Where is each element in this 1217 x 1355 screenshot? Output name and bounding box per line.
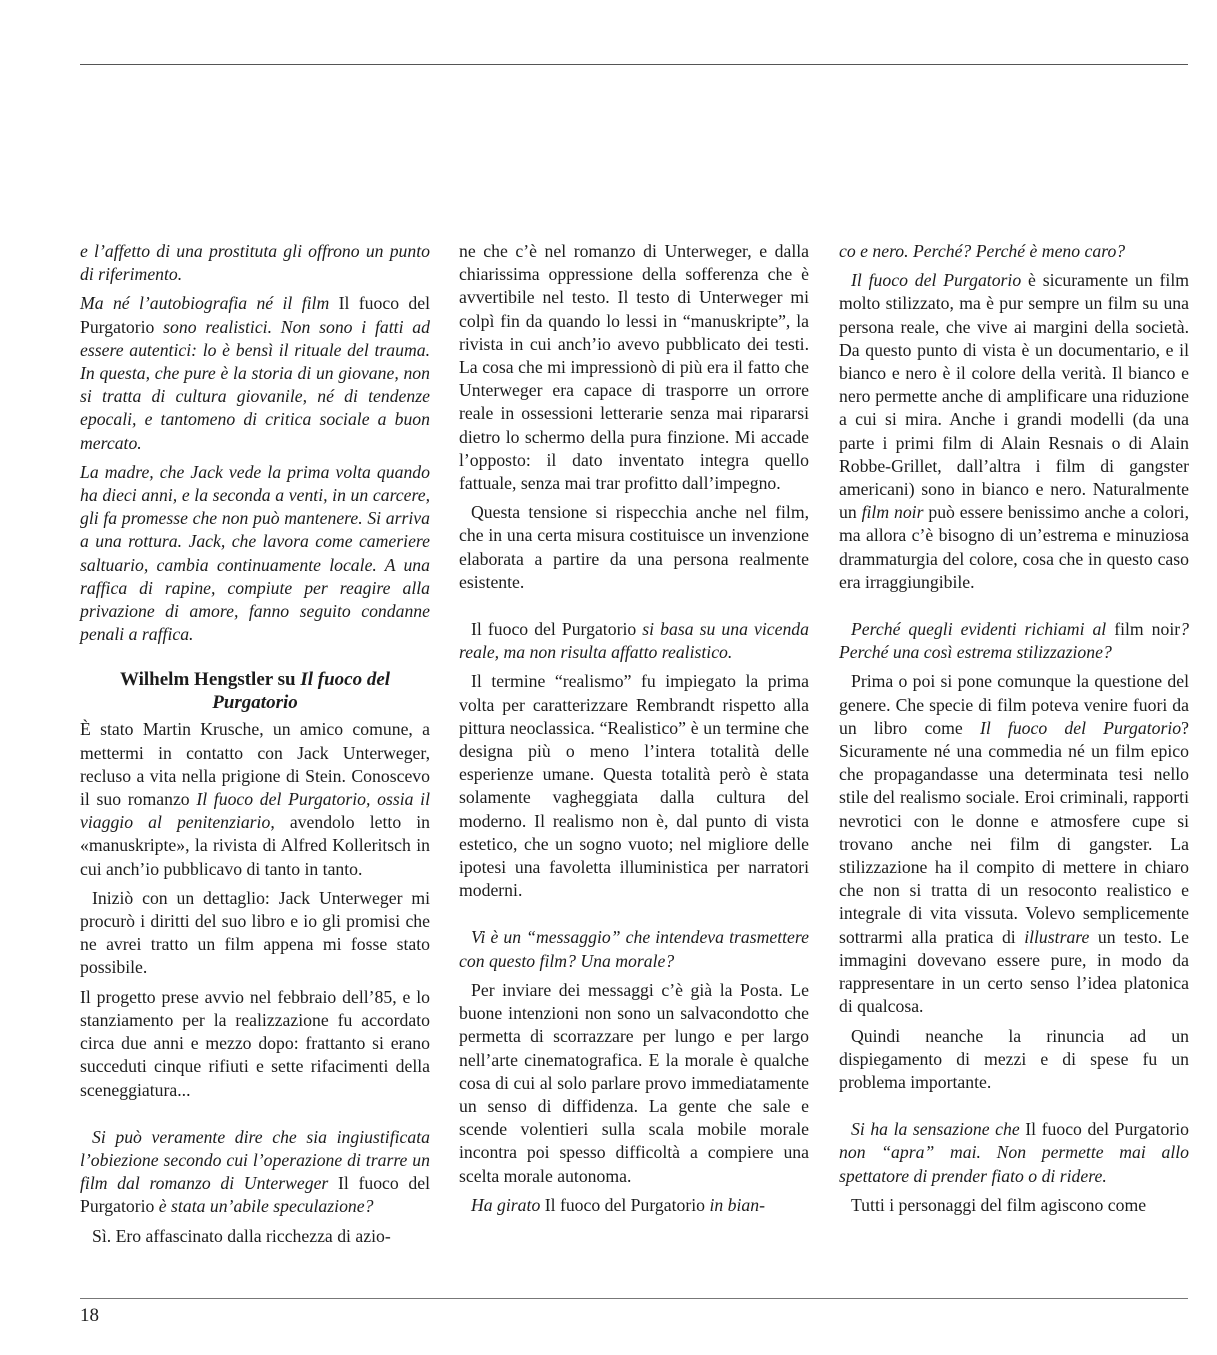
body-text: Il progetto prese avvio nel febbraio dell’85, e lo stanziamento per la realizzazione fu accordato circa due anni e mezzo dopo: frattanto si erano succeduti cinque rifiuti e sette rifacimenti della sceneggiatura... xyxy=(80,986,430,1100)
italic-text: sono realistici. Non sono i fatti ad essere autentici: lo è bensì il rituale del trauma. In questa, che pure è la storia di un giovane, non si tratta di cultura giovanile, né di tendenze epocali, e tantomeno di critica sociale a buon mercato. xyxy=(80,316,430,453)
film-title: Il fuoco del Purgatorio xyxy=(471,619,643,640)
film-title: Il fuoco del Purgatorio xyxy=(80,293,431,337)
italic-text: film noir xyxy=(861,502,924,523)
header-rule xyxy=(80,64,1188,65)
paragraph xyxy=(80,240,430,286)
italic-text: è stata un’abile speculazione? xyxy=(158,1196,374,1217)
heading-title: Il fuoco del Purgatorio xyxy=(212,669,391,714)
paragraph xyxy=(839,1025,1189,1095)
paragraph xyxy=(459,501,809,594)
paragraph xyxy=(839,269,1189,594)
column-2 xyxy=(459,240,809,1217)
page-number: 18 xyxy=(80,1305,99,1326)
paragraph xyxy=(80,461,430,647)
body-text: Quindi neanche la rinuncia ad un dispiegamento di mezzi e di spese fu un problema importante. xyxy=(839,1025,1189,1092)
paragraph xyxy=(80,986,430,1102)
paragraph xyxy=(839,670,1189,1018)
book-title: Il fuoco del Purgatorio, ossia il viaggio al penitenziario xyxy=(80,789,431,833)
footer-rule xyxy=(80,1298,1188,1299)
paragraph xyxy=(839,240,1189,263)
paragraph xyxy=(839,1194,1189,1217)
italic-text: in bian- xyxy=(709,1194,765,1215)
body-text: Prima o poi si pone comunque la questione del genere. Che specie di film poteva venire fuori da un libro come xyxy=(839,671,1189,738)
film-title: Il fuoco del Purgatorio xyxy=(1019,1119,1189,1140)
italic-text: non “apra” mai. Non permette mai allo spettatore di prender fiato o di ridere. xyxy=(839,1142,1189,1186)
body-text: Sì. Ero affascinato dalla ricchezza di azio- xyxy=(92,1225,391,1246)
section-heading xyxy=(80,668,430,714)
italic-text: Perché quegli evidenti richiami al xyxy=(851,619,1107,640)
film-title: Il fuoco del Purgatorio xyxy=(851,270,1022,291)
body-text: film noir xyxy=(1106,619,1181,640)
body-text: ? Sicuramente né una commedia né un film epico che propagandasse una determinata tesi nello stile del realismo sociale. Eroi criminali, rapporti nevrotici con le donne e atmosfere cupe si trovano anche nei film di gangster. La stilizzazione ha il compito di mettere in chiaro che non si tratta di un resoconto realistico e integrale di vita vissuta. Volevo semplicemente sottrarmi alla pratica di xyxy=(839,717,1189,947)
body-text: È stato Martin Krusche, un amico comune, a mettermi in contatto con Jack Unterweger, recluso a vita nella prigione di Stein. Conoscevo il suo romanzo xyxy=(80,719,430,810)
question-paragraph xyxy=(459,618,809,664)
paragraph xyxy=(459,240,809,495)
question-paragraph xyxy=(80,1126,430,1219)
italic-text: co e nero. Perché? Perché è meno caro? xyxy=(839,241,1126,261)
paragraph xyxy=(80,887,430,980)
italic-text: Si ha la sensazione che xyxy=(851,1119,1020,1140)
italic-text: La madre, che Jack vede la prima volta quando ha dieci anni, e la seconda a venti, in un carcere, gli fa promesse che non può mantenere. Si arriva a una rottura. Jack, che lavora come cameriere saltuario, cambia continuamente locale. A una raffica di rapine, compiute per reagire alla privazione di amore, fanno seguito condanne penali a raffica. xyxy=(80,461,430,645)
italic-text: e l’affetto di una prostituta gli offrono un punto di riferimento. xyxy=(80,241,430,285)
body-text: Questa tensione si rispecchia anche nel film, che in una certa misura costituisce un invenzione elaborata a partire da una persona realmente esistente. xyxy=(459,502,809,592)
paragraph xyxy=(459,670,809,902)
body-text: è sicuramente un film molto stilizzato, ma è pur sempre un film su una persona reale, che vive ai margini della società. Da questo punto di vista è un documentario, e il bianco e nero è il colore della verità. Il bianco e nero permette anche di amplificare una riduzione a cui si mira. Anche i grandi modelli (da una parte i primi film di Alain Resnais o di Alain Robbe-Grillet, dall’altra i film di gangster americani) sono in bianco e nero. Naturalmente un xyxy=(839,270,1189,523)
body-text: Per inviare dei messaggi c’è già la Posta. Le buone intenzioni non sono un salvacondotto che permetta di scorrazzare per lungo e per largo nell’arte cinematografica. E la morale è qualche cosa di cui al solo parlare provo immediatamente un senso di diffidenza. La gente che sale e scende volentieri sulla scala mobile morale incontra poi spesso difficoltà a compiere una scelta morale autonoma. xyxy=(459,979,809,1186)
film-title: Il fuoco del Purgatorio xyxy=(540,1194,710,1215)
italic-text: Ma né l’autobiografia né il film xyxy=(80,293,330,314)
question-paragraph xyxy=(839,618,1189,664)
column-3 xyxy=(839,240,1189,1217)
paragraph xyxy=(459,979,809,1188)
book-title: Il fuoco del Purgatorio xyxy=(979,717,1182,738)
question-paragraph xyxy=(459,1194,809,1217)
body-text: Tutti i personaggi del film agiscono come xyxy=(851,1194,1147,1215)
paragraph xyxy=(80,1225,430,1248)
italic-text: Ha girato xyxy=(471,1194,541,1215)
body-text: può essere benissimo anche a colori, ma allora c’è bisogno di un’estrema e minuziosa drammaturgia del colore, cosa che in questo caso era irraggiungibile. xyxy=(839,502,1189,592)
body-text: ne che c’è nel romanzo di Unterweger, e dalla chiarissima oppressione della sofferenza che è avvertibile nel testo. Il testo di Unterweger mi colpì fin da quando lo lessi in “manuskripte”, la rivista in cui anch’io avevo pubblicato dei testi. La cosa che mi impressionò di più era il fatto che Unterweger era capace di trasporre un orrore reale in ossessioni letterarie senza mai ripararsi dietro lo schermo della pura finzione. Mi accade l’opposto: il dato inventato integra quello fattuale, senza mai trar profitto dall’impegno. xyxy=(459,241,809,494)
body-text: Il termine “realismo” fu impiegato la prima volta per caratterizzare Rembrandt rispetto alla pittura neoclassica. “Realistico” è un termine che designa più o meno l’intera totalità delle esperienze umane. Questa totalità però è stata solamente vagheggiata dalla cultura del moderno. Il realismo non è, dal punto di vista estetico, che un sogno vuoto; nel migliore delle ipotesi una favoletta illuministica per narratori moderni. xyxy=(459,671,809,901)
body-text: , avendolo letto in «manuskripte», la rivista di Alfred Kolleritsch in cui anch’io pubblicavo di tanto in tanto. xyxy=(80,812,430,879)
question-paragraph xyxy=(459,926,809,972)
italic-text: Vi è un “messaggio” che intendeva trasmettere con questo film? Una morale? xyxy=(459,927,809,971)
paragraph xyxy=(80,292,430,454)
column-1 xyxy=(80,240,430,1248)
italic-text: Si può veramente dire che sia ingiustificata l’obiezione secondo cui l’operazione di trarre un film dal romanzo di Unterweger xyxy=(80,1126,430,1194)
heading-text: Wilhelm Hengstler su xyxy=(119,669,301,691)
italic-text: illustrare xyxy=(1024,926,1090,947)
film-title: Il fuoco del Purgatorio xyxy=(80,1173,431,1217)
italic-text: ? Perché una così estrema stilizzazione? xyxy=(839,619,1189,663)
paragraph xyxy=(80,718,430,880)
question-paragraph xyxy=(839,1118,1189,1188)
body-text: Iniziò con un dettaglio: Jack Unterweger mi procurò i diritti del suo libro e io gli promisi che ne avrei tratto un film appena mi fosse stato possibile. xyxy=(80,887,430,978)
body-text: un testo. Le immagini dovevano essere pure, in modo da rappresentare in un certo senso l’idea platonica di qualcosa. xyxy=(839,926,1190,1017)
italic-text: si basa su una vicenda reale, ma non risulta affatto realistico. xyxy=(459,619,809,663)
